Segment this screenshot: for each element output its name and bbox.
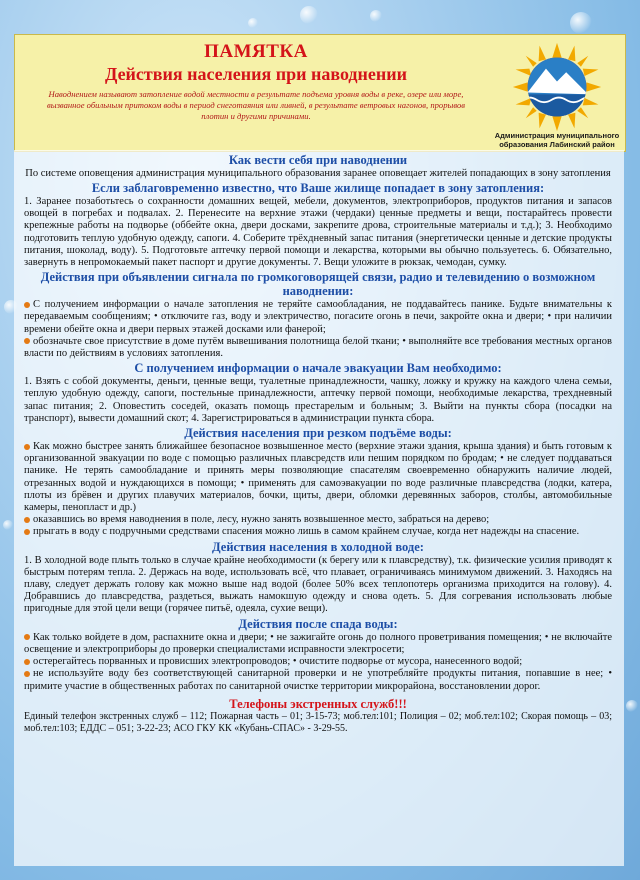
signal-item — [24, 299, 612, 336]
section-text-evacuation: 1. Взять с собой документы, деньги, ценные вещи, туалетные принадлежности, чашку, ложку и кружку на каждого члена семьи, теплую удобную одежду, сапоги, постельные принадлежности, аптечку первой помощи, необходимые лекарства, трехдневный запас питания; 2. Оповестить соседей, оказать помощь престарелым и больным; 3. Выйти на пункты сбора (посадки на транспорт), вывести домашний скот; 4. Зарегистрироваться в администрации пункта сбора. — [24, 376, 612, 424]
after-text-2: остерегайтесь порванных и провисших электропроводов; • очистите подворье от мусора, нанесенного водой; — [33, 656, 523, 668]
after-text-3: не используйте воду без соответствующей санитарной проверки и не употребляйте продукты питания, попавшие в нее; • примите участие в общественных работах по санитарной очистке территории микрорайона, восстановлении дорог. — [24, 668, 612, 692]
flood-definition: Наводнением называют затопление водой местности в результате подъема уровня воды в реке, озере или море, вызванное обильным притоком воды в период снеготаяния или ливней, в результате ветровых нагонов, прорывов плотин и другими причинами. — [47, 89, 465, 121]
rise-text-1: Как можно быстрее занять ближайшее безопасное возвышенное место (верхние этажи здания, крыша здания) и быть готовым к организованной эвакуации по воде с помощью различных плавсредств или пешим порядком по бродам; • не следует поддаваться панике. Не терять самообладание и принять меры позволяющие спасателям своевременно обнаружить наличие людей, отрезанных водой и нуждающихся в помощи; • применять для самоэвакуации по воде различные плавсредства (лодки, катера, плоты из брёвен и других плавучих материалов, бочки, щиты, двери, обломки деревянных заборов, столбы, автомобильные камеры, пенопласт и др.) — [24, 441, 612, 514]
memo-header — [14, 34, 626, 152]
bullet-icon — [24, 634, 30, 640]
section-title-after: Действия после спада воды: — [238, 616, 398, 631]
memo-sheet — [14, 34, 624, 866]
water-drop — [370, 10, 382, 22]
bullet-icon — [24, 444, 30, 450]
admin-line-1: Администрация муниципального — [494, 131, 620, 140]
section-title-advance: Если заблаговременно известно, что Ваше жилище попадает в зону затопления: — [91, 181, 545, 195]
section-text-advance: 1. Заранее позаботьтесь о сохранности домашних вещей, мебели, документов, электроприборов, продуктов питания и запасов овощей в погребах и подвалах. 2. Перенесите на верхние этажи (чердаки) ценные предметы и вещи, постарайтесь провести крепежные работы на подворье (оббейте окна, двери досками, закрепите дрова, строительные материалы и т.д.); 3. Необходимо подготовить теплую удобную одежду, сапоги. 4. Соберите трёхдневный запас питания (энергетически ценные и детские продукты питания, шоколад, воду). 5. Подготовьте аптечку первой помощи и лекарства, которыми вы обычно пользуетесь. 6. Обязательно, завернуть в непромокаемый пакет паспорт и другие документы. 7. Вещи уложите в рюкзак, чемодан, сумку. — [24, 196, 612, 269]
section-text-how: По системе оповещения администрация муниципального образования заранее оповещает жителей попадающих в зону затопления — [25, 168, 611, 179]
rise-item — [24, 441, 612, 514]
water-drop — [3, 520, 13, 530]
rise-text-3: прыгать в воду с подручными средствами спасения можно лишь в самом крайнем случае, когда нет надежды на спасение. — [33, 526, 580, 538]
after-item — [24, 656, 612, 668]
signal-item — [24, 336, 612, 360]
memo-title: ПАМЯТКА — [204, 41, 308, 62]
municipal-emblem-icon — [511, 41, 603, 133]
bullet-icon — [24, 671, 30, 677]
bullet-icon — [24, 302, 30, 308]
section-title-signal: Действия при объявлении сигнала по громкоговорящей связи, радио и телевидению о возможном наводнении: — [40, 270, 596, 299]
after-item — [24, 632, 612, 656]
bullet-icon — [24, 338, 30, 344]
signal-text-1: С получением информации о начале затопления не теряйте самообладания, не поддавайтесь панике. Будьте внимательны к передаваемым сообщениям; • отключите газ, воду и электричество, погасите огонь в печи, закройте окна и двери; • при наличии времени обейте окна и двери первых этажей досками или фанерой; — [24, 299, 612, 335]
admin-line-2: образования Лабинский район — [499, 140, 615, 149]
bullet-icon — [24, 517, 30, 523]
after-item — [24, 668, 612, 692]
memo-body — [14, 150, 624, 866]
bullet-icon — [24, 529, 30, 535]
rise-text-2: оказавшись во время наводнения в поле, лесу, нужно занять возвышенное место, забраться на дерево; — [33, 514, 490, 526]
water-drop — [626, 700, 638, 712]
section-text-cold-water: 1. В холодной воде плыть только в случае крайне необходимости (к берегу или к плавсредству), т.к. физические усилия приводят к быстрым потерям тепла. 2. Держась на воде, использовать всё, что плавает, ограничиваясь минимумом движений. 3. Находясь на плаву, следует держать голову как можно выше над водой (более 50% всех теплопотерь организма приходится на голову). 4. Добравшись до плавсредства, раздеться, выжать намокшую одежду и снова одеть. 5. Для согревания использовать любые пригодные для этой цели вещи (горячее питьё, одеяла, сухие вещи). — [24, 554, 612, 615]
water-drop — [248, 18, 258, 28]
rise-item — [24, 514, 612, 526]
phones-title: Телефоны экстренных служб!!! — [229, 696, 407, 711]
water-drop — [300, 6, 318, 24]
signal-text-2: обозначьте свое присутствие в доме путём вывешивания полотнища белой ткани; • выполняйте все требования местных органов власти по действиям в условиях затопления. — [24, 335, 612, 360]
administration-caption — [491, 131, 623, 149]
bullet-icon — [24, 659, 30, 665]
water-drop — [570, 12, 592, 34]
section-title-how: Как вести себя при наводнении — [228, 153, 408, 167]
after-text-1: Как только войдете в дом, распахните окна и двери; • не зажигайте огонь до полного проветривания помещения; • не включайте освещение и электроприборы до проверки специалистами исправности электросети; — [24, 631, 612, 655]
section-title-rise: Действия населения при резком подъёме воды: — [184, 426, 452, 441]
header-text-block — [21, 41, 491, 122]
rise-item — [24, 526, 612, 538]
memo-subtitle: Действия населения при наводнении — [104, 64, 408, 84]
section-title-cold-water: Действия населения в холодной воде: — [212, 539, 424, 554]
phones-list: Единый телефон экстренных служб – 112; Пожарная часть – 01; 3-15-73; моб.тел:101; Полиция – 02; моб.тел:102; Скорая помощь – 03; моб.тел:103; ЕДДС – 051; 3-22-23; АСО ГКУ КК «Кубань-СПАС» - 3-29-55. — [24, 710, 612, 734]
section-title-evacuation: С получением информации о начале эвакуации Вам необходимо: — [134, 361, 502, 376]
